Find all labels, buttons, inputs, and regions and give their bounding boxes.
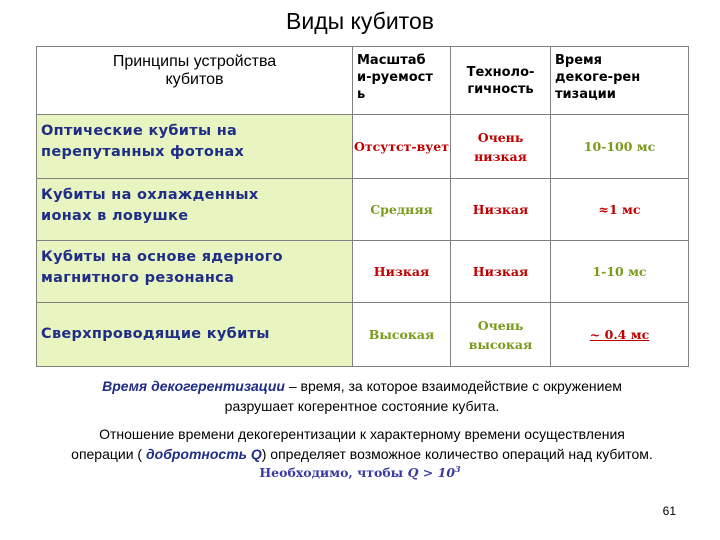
row-name-nmr — [37, 241, 353, 303]
header-technology-line1: Техноло- — [466, 64, 535, 80]
paragraph-line2-pre: операции ( — [71, 446, 143, 462]
header-scalability-line3: ь — [357, 87, 366, 102]
row-name-line: Сверхпроводящие кубиты — [41, 326, 270, 342]
table-row — [37, 115, 689, 179]
quality-factor-paragraph — [36, 424, 688, 464]
cell-technology — [451, 303, 551, 367]
header-principles-line1: Принципы устройства — [112, 53, 277, 70]
page-number: 61 — [662, 504, 676, 518]
header-decoherence — [551, 47, 689, 115]
table-row — [37, 303, 689, 367]
row-name-ions — [37, 179, 353, 241]
cell-technology: Низкая — [451, 241, 551, 303]
slide-title: Виды кубитов — [286, 8, 434, 34]
cell-scalability: Средняя — [353, 179, 451, 241]
row-name-line: перепутанных фотонах — [41, 144, 245, 160]
header-decoherence-line3: тизации — [555, 87, 616, 102]
header-scalability-line2: и-руемост — [357, 70, 433, 85]
definition-text-line1: – время, за которое взаимодействие с окружением — [284, 378, 622, 394]
decoherence-definition — [36, 376, 688, 416]
requirement-exponent: 3 — [455, 464, 461, 474]
cell-technology — [451, 115, 551, 179]
definition-term: Время декогерентизации — [102, 378, 285, 394]
cell-technology-line: высокая — [468, 336, 533, 352]
requirement-line — [0, 464, 720, 480]
cell-scalability: Высокая — [353, 303, 451, 367]
cell-technology: Низкая — [451, 179, 551, 241]
table-row — [37, 241, 689, 303]
table-row — [37, 179, 689, 241]
header-technology — [451, 47, 551, 115]
row-name-superconducting — [37, 303, 353, 367]
cell-decoherence: 10-100 мс — [551, 115, 689, 179]
definition-text-line2: разрушает когерентное состояние кубита. — [224, 398, 500, 414]
header-scalability-line1: Масштаб — [357, 53, 426, 68]
row-name-line: Кубиты на основе ядерного — [41, 249, 283, 265]
requirement-text: Необходимо, чтобы — [259, 465, 408, 481]
header-technology-line2: гичность — [467, 81, 534, 97]
cell-decoherence: 1-10 мс — [551, 241, 689, 303]
header-decoherence-line2: декоге-рен — [555, 70, 641, 85]
cell-decoherence: ≈1 мс — [551, 179, 689, 241]
header-scalability — [353, 47, 451, 115]
requirement-expr: Q > 10 — [407, 465, 456, 481]
cell-technology-line: низкая — [474, 148, 527, 164]
qubit-types-table — [36, 46, 689, 367]
table-header-row — [37, 47, 689, 115]
header-principles — [37, 47, 353, 115]
cell-scalability: Отсутст-вует — [353, 115, 451, 179]
header-principles-line2: кубитов — [165, 71, 224, 88]
header-decoherence-line1: Время — [555, 53, 603, 68]
row-name-line: Оптические кубиты на — [41, 123, 238, 139]
cell-technology-line: Очень — [477, 129, 524, 145]
row-name-line: ионах в ловушке — [41, 208, 189, 224]
cell-technology-line: Очень — [477, 317, 524, 333]
row-name-line: магнитного резонанса — [41, 270, 235, 286]
row-name-photons — [37, 115, 353, 179]
quality-factor-term: добротность Q — [142, 446, 262, 462]
row-name-line: Кубиты на охлажденных — [41, 187, 259, 203]
cell-scalability: Низкая — [353, 241, 451, 303]
cell-decoherence: ~ 0.4 мс — [551, 303, 689, 367]
paragraph-line1: Отношение времени декогерентизации к характерному времени осуществления — [99, 426, 625, 442]
paragraph-line2-post: ) определяет возможное количество операций над кубитом. — [261, 446, 653, 462]
